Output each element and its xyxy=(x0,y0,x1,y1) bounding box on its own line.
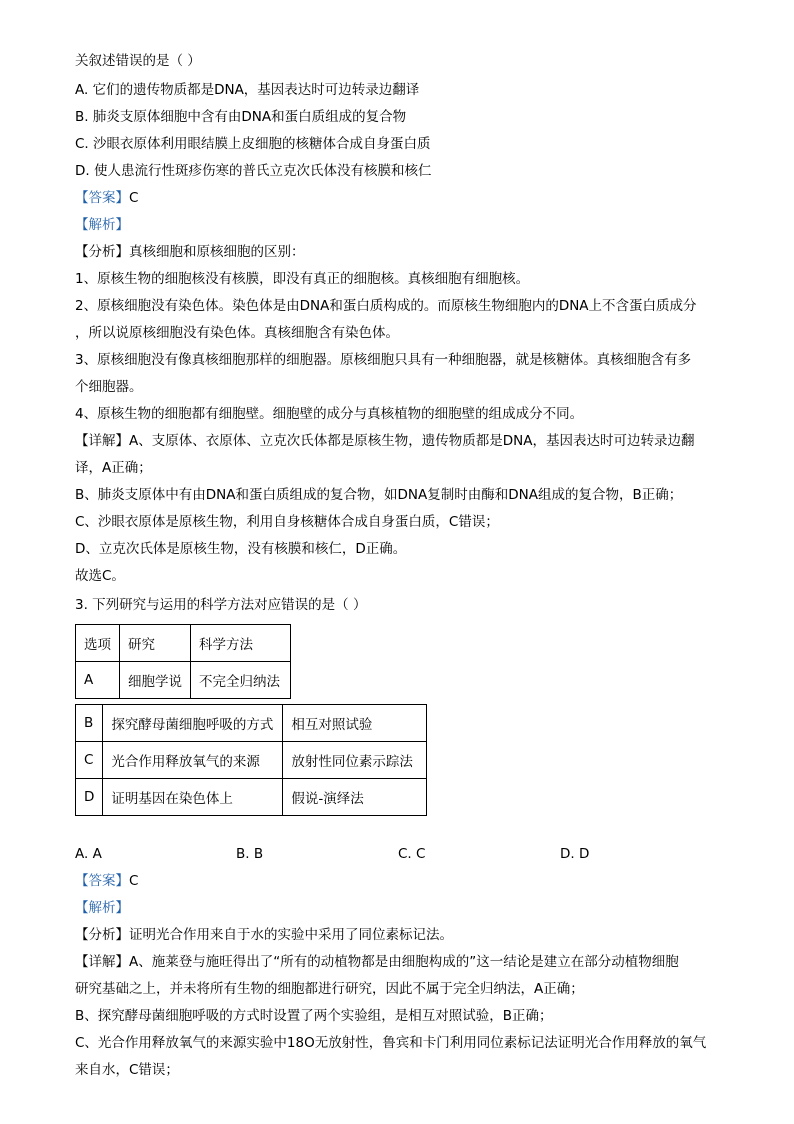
q3-choice-c: C. C xyxy=(398,846,426,862)
q3-choice-d: D. D xyxy=(560,846,590,862)
table-row xyxy=(76,705,427,742)
q2-analysis-line: 译，A正确； xyxy=(75,460,152,476)
q2-analysis-line: 【详解】A、支原体、衣原体、立克次氏体都是原核生物，遗传物质都是DNA，基因表达时可边转录边翻 xyxy=(75,433,695,449)
q2-analysis-line: B、肺炎支原体中有由DNA和蛋白质组成的复合物，如DNA复制时由酶和DNA组成的复合物，B正确； xyxy=(75,487,683,503)
q2-analysis-line: 故选C。 xyxy=(75,568,125,584)
table-cell: 科学方法 xyxy=(191,625,291,662)
q2-analysis-line: 1、原核生物的细胞核没有核膜，即没有真正的细胞核。真核细胞有细胞核。 xyxy=(75,271,530,287)
q3-analysis-tag: 【解析】 xyxy=(75,900,129,916)
q2-analysis-line: 【分析】真核细胞和原核细胞的区别： xyxy=(75,244,305,260)
q2-answer-value: C xyxy=(129,190,139,206)
q2-option-a: A. 它们的遗传物质都是DNA，基因表达时可边转录边翻译 xyxy=(75,82,420,98)
table-cell: 假说-演绎法 xyxy=(283,779,427,816)
table-cell: C xyxy=(76,742,103,779)
q2-analysis-line: 2、原核细胞没有染色体。染色体是由DNA和蛋白质构成的。而原核生物细胞内的DNA上不含蛋白质成分 xyxy=(75,298,697,314)
q2-option-c: C. 沙眼衣原体利用眼结膜上皮细胞的核糖体合成自身蛋白质 xyxy=(75,136,431,152)
q3-answer xyxy=(75,872,138,890)
q3-analysis-line: 来自水，C错误； xyxy=(75,1062,179,1078)
table-cell: 研究 xyxy=(120,625,191,662)
q3-table-top xyxy=(75,624,291,699)
table-cell: 细胞学说 xyxy=(120,662,191,699)
table-cell: B xyxy=(76,705,103,742)
table-cell: A xyxy=(76,662,120,699)
table-cell: 证明基因在染色体上 xyxy=(103,779,283,816)
q2-analysis-line: 个细胞器。 xyxy=(75,379,143,395)
q2-answer-tag: 【答案】 xyxy=(75,190,129,206)
q2-analysis-line: 3、原核细胞没有像真核细胞那样的细胞器。原核细胞只具有一种细胞器，就是核糖体。真核细胞含有多 xyxy=(75,352,692,368)
table-row xyxy=(76,742,427,779)
table-cell: 不完全归纳法 xyxy=(191,662,291,699)
q2-analysis-line: ，所以说原核细胞没有染色体。真核细胞含有染色体。 xyxy=(75,325,399,341)
q2-option-d: D. 使人患流行性斑疹伤寒的普氏立克次氏体没有核膜和核仁 xyxy=(75,163,432,179)
q3-answer-tag: 【答案】 xyxy=(75,873,129,889)
table-row xyxy=(76,662,291,699)
q2-option-b: B. 肺炎支原体细胞中含有由DNA和蛋白质组成的复合物 xyxy=(75,109,407,125)
q2-stem-tail: 关叙述错误的是（ ） xyxy=(75,53,201,69)
q3-analysis-line: C、光合作用释放氧气的来源实验中18O无放射性，鲁宾和卡门利用同位素标记法证明光合作用释放的氧气 xyxy=(75,1035,707,1051)
q3-choice-b: B. B xyxy=(236,846,264,862)
table-cell: 放射性同位素示踪法 xyxy=(283,742,427,779)
q3-stem: 3. 下列研究与运用的科学方法对应错误的是（ ） xyxy=(75,597,367,613)
q3-answer-value: C xyxy=(129,873,139,889)
q2-analysis-line: D、立克次氏体是原核生物，没有核膜和核仁，D正确。 xyxy=(75,541,407,557)
table-cell: 探究酵母菌细胞呼吸的方式 xyxy=(103,705,283,742)
q2-answer xyxy=(75,189,138,207)
table-cell: 相互对照试验 xyxy=(283,705,427,742)
q2-analysis-tag: 【解析】 xyxy=(75,217,129,233)
q3-analysis-line: 【详解】A、施莱登与施旺得出了“所有的动植物都是由细胞构成的”这一结论是建立在部分动植物细胞 xyxy=(75,954,679,970)
table-row xyxy=(76,779,427,816)
q3-analysis-line: 【分析】证明光合作用来自于水的实验中采用了同位素标记法。 xyxy=(75,927,453,943)
table-cell: D xyxy=(76,779,103,816)
table-row xyxy=(76,625,291,662)
q3-choice-a: A. A xyxy=(75,846,102,862)
q3-analysis-line: B、探究酵母菌细胞呼吸的方式时设置了两个实验组，是相互对照试验，B正确； xyxy=(75,1008,553,1024)
q2-analysis-line: 4、原核生物的细胞都有细胞壁。细胞壁的成分与真核植物的细胞壁的组成成分不同。 xyxy=(75,406,584,422)
q2-analysis-line: C、沙眼衣原体是原核生物，利用自身核糖体合成自身蛋白质，C错误； xyxy=(75,514,499,530)
table-cell: 光合作用释放氧气的来源 xyxy=(103,742,283,779)
q3-table-bottom xyxy=(75,704,427,816)
table-cell: 选项 xyxy=(76,625,120,662)
q3-analysis-line: 研究基础之上，并未将所有生物的细胞都进行研究，因此不属于完全归纳法，A正确； xyxy=(75,981,584,997)
